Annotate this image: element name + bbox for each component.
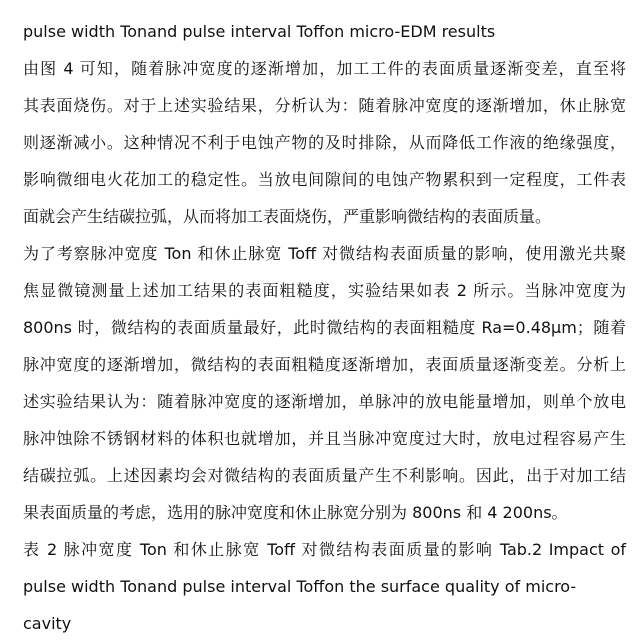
text-line: 焦显微镜测量上述加工结果的表面粗糙度，实验结果如表 2 所示。当脉冲宽度为 — [23, 281, 626, 300]
text-line: 脉冲宽度的逐渐增加，微结构的表面粗糙度逐渐增加，表面质量逐渐变差。分析上 — [23, 355, 626, 374]
text-line-result-title-end: pulse width Tonand pulse interval Toffon micro-EDM results — [23, 22, 496, 41]
text-line: 述实验结果认为：随着脉冲宽度的逐渐增加，单脉冲的放电能量增加，则单个放电 — [23, 392, 626, 411]
text-line: 其表面烧伤。对于上述实验结果，分析认为：随着脉冲宽度的逐渐增加，休止脉宽 — [23, 96, 626, 115]
table-caption-line: pulse width Tonand pulse interval Toffon the surface quality of micro- — [23, 577, 577, 596]
text-line: 为了考察脉冲宽度 Ton 和休止脉宽 Toff 对微结构表面质量的影响，使用激光共聚 — [23, 244, 626, 263]
table-caption-line: cavity — [23, 614, 72, 633]
text-line: 800ns 时，微结构的表面质量最好，此时微结构的表面粗糙度 Ra=0.48μm；随着 — [23, 318, 626, 337]
text-line: 则逐渐减小。这种情况不利于电蚀产物的及时排除，从而降低工作液的绝缘强度， — [23, 133, 626, 152]
text-line: 由图 4 可知，随着脉冲宽度的逐渐增加，加工工件的表面质量逐渐变差，直至将 — [23, 59, 626, 78]
table-caption-line: 表 2 脉冲宽度 Ton 和休止脉宽 Toff 对微结构表面质量的影响 Tab.2 Impact of — [23, 540, 626, 559]
text-line: 脉冲蚀除不锈钢材料的体积也就增加，并且当脉冲宽度过大时，放电过程容易产生 — [23, 429, 626, 448]
text-line: 面就会产生结碳拉弧，从而将加工表面烧伤，严重影响微结构的表面质量。 — [23, 207, 552, 226]
text-line: 果表面质量的考虑，选用的脉冲宽度和休止脉宽分别为 800ns 和 4 200ns。 — [23, 503, 568, 522]
text-line: 影响微细电火花加工的稳定性。当放电间隙间的电蚀产物累积到一定程度，工件表 — [23, 170, 626, 189]
text-line: 结碳拉弧。上述因素均会对微结构的表面质量产生不利影响。因此，出于对加工结 — [23, 466, 626, 485]
